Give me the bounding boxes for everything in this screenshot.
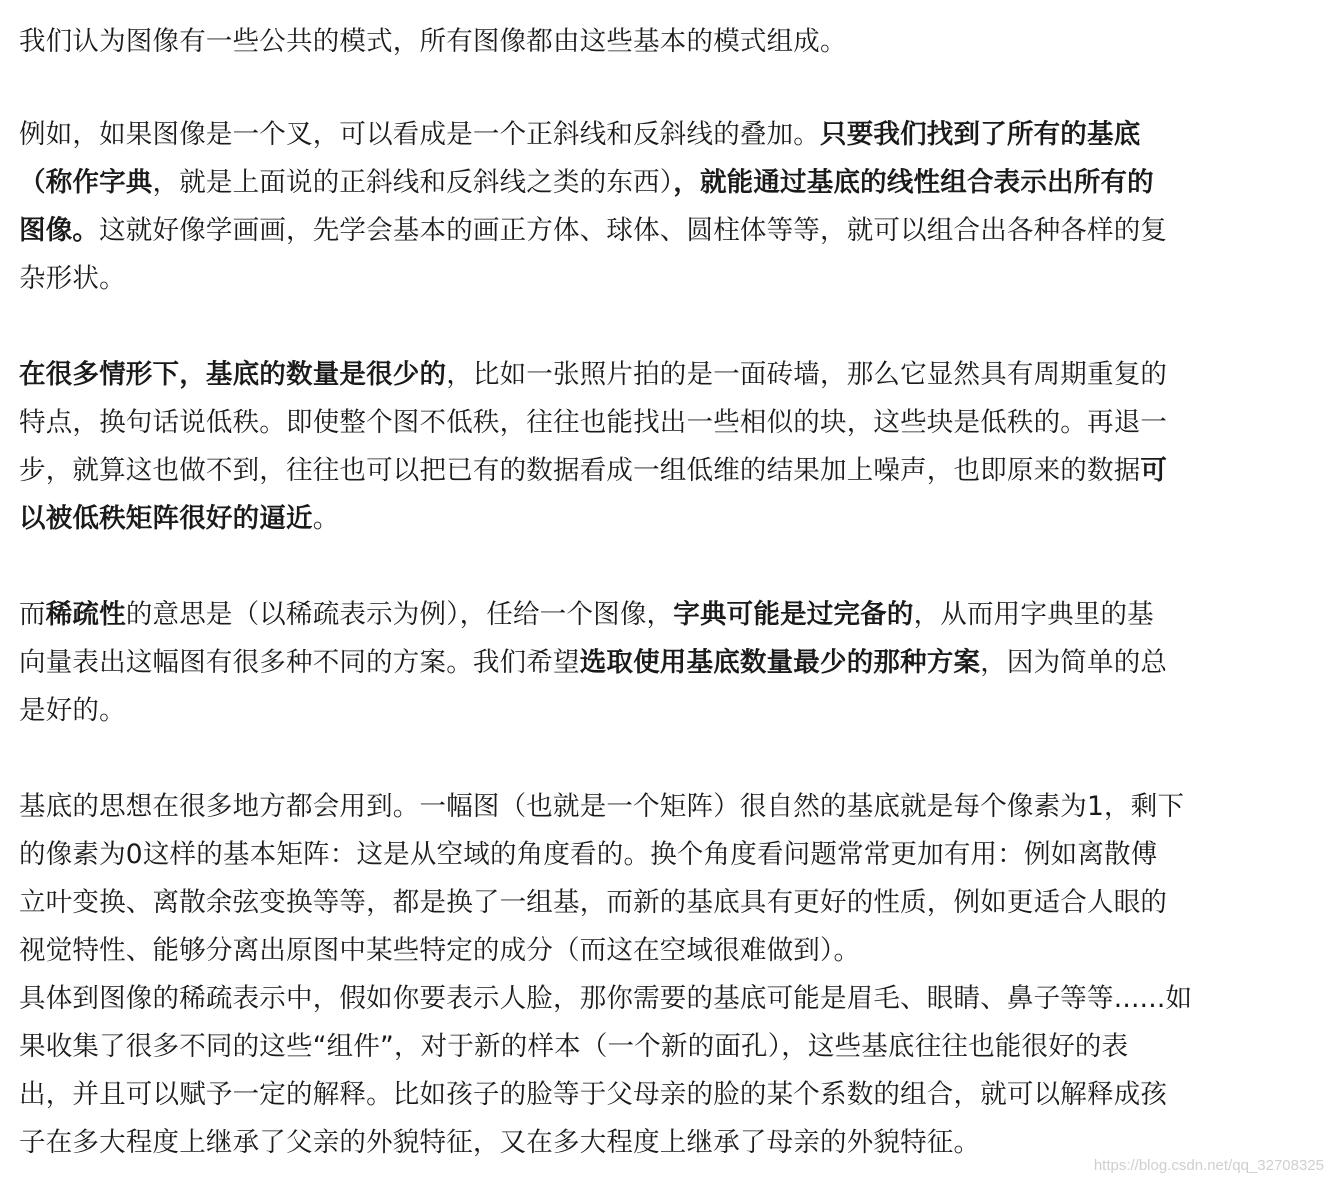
text-span: 步，就算这也做不到，往往也可以把已有的数据看成一组低维的结果加上噪声，也即原来的数据 xyxy=(19,455,1141,486)
text-span: 视觉特性、能够分离出原图中某些特定的成分（而这在空域很难做到）。 xyxy=(19,935,861,966)
text-span: 这就好像学画画，先学会基本的画正方体、球体、圆柱体等等，就可以组合出各种各样的复 xyxy=(99,215,1168,246)
text-line xyxy=(19,447,1167,495)
paragraph-1 xyxy=(19,18,847,66)
bold-text: 稀疏性 xyxy=(45,599,126,630)
text-span: 子在多大程度上继承了父亲的外貌特征，又在多大程度上继承了母亲的外貌特征。 xyxy=(19,1127,981,1158)
text-span: 果收集了很多不同的这些“组件”，对于新的样本（一个新的面孔），这些基底往往也能很好的表 xyxy=(19,1031,1129,1062)
text-span: 向量表出这幅图有很多种不同的方案。我们希望 xyxy=(19,647,580,678)
watermark: https://blog.csdn.net/qq_32708325 xyxy=(1093,1157,1324,1174)
text-line xyxy=(19,1119,1192,1167)
paragraph-3 xyxy=(19,351,1167,543)
text-line xyxy=(19,591,1167,639)
text-line xyxy=(19,975,1192,1023)
bold-text: （称作字典 xyxy=(19,167,153,198)
text-span: 基底的思想在很多地方都会用到。一幅图（也就是一个矩阵）很自然的基底就是每个像素为1，剩下 xyxy=(19,791,1185,822)
text-span: 。 xyxy=(312,503,340,534)
text-span: 出，并且可以赋予一定的解释。比如孩子的脸等于父母亲的脸的某个系数的组合，就可以解释成孩 xyxy=(19,1079,1168,1110)
text-line xyxy=(19,207,1167,255)
text-line xyxy=(19,159,1167,207)
text-span: 具体到图像的稀疏表示中，假如你要表示人脸，那你需要的基底可能是眉毛、眼睛、鼻子等等......如 xyxy=(19,983,1193,1014)
text-line xyxy=(19,399,1167,447)
bold-text: ，就能通过基底的线性组合表示出所有的 xyxy=(673,167,1154,198)
paragraph-2 xyxy=(19,111,1167,303)
text-line xyxy=(19,351,1167,399)
bold-text: 只要我们找到了所有的基底 xyxy=(820,119,1141,150)
bold-text: 以被低秩矩阵很好的逼近 xyxy=(19,503,313,534)
text-line xyxy=(19,255,1167,303)
text-line xyxy=(19,111,1167,159)
text-line xyxy=(19,639,1167,687)
bold-text: 选取使用基底数量最少的那种方案 xyxy=(579,647,981,678)
text-span: 是好的。 xyxy=(19,695,126,726)
text-span: 我们认为图像有一些公共的模式，所有图像都由这些基本的模式组成。 xyxy=(19,26,847,57)
text-span: ，比如一张照片拍的是一面砖墙，那么它显然具有周期重复的 xyxy=(446,359,1168,390)
text-line xyxy=(19,831,1184,879)
bold-text: 可 xyxy=(1140,455,1168,486)
text-line xyxy=(19,783,1184,831)
text-span: 特点，换句话说低秩。即使整个图不低秩，往往也能找出一些相似的块，这些块是低秩的。再退一 xyxy=(19,407,1168,438)
text-line xyxy=(19,1023,1192,1071)
text-line xyxy=(19,495,1167,543)
paragraph-5 xyxy=(19,783,1184,975)
bold-text: 字典可能是过完备的 xyxy=(673,599,914,630)
paragraph-4 xyxy=(19,591,1167,735)
text-span: ，因为简单的总 xyxy=(980,647,1168,678)
text-span: 的意思是（以稀疏表示为例），任给一个图像， xyxy=(125,599,674,630)
bold-text: 图像。 xyxy=(19,215,100,246)
text-span: 的像素为0这样的基本矩阵：这是从空域的角度看的。换个角度看问题常常更加有用：例如离散傅 xyxy=(19,839,1158,870)
text-span: 例如，如果图像是一个叉，可以看成是一个正斜线和反斜线的叠加。 xyxy=(19,119,820,150)
text-span: 立叶变换、离散余弦变换等等，都是换了一组基，而新的基底具有更好的性质，例如更适合人眼的 xyxy=(19,887,1168,918)
text-span: 而 xyxy=(19,599,46,630)
text-line xyxy=(19,687,1167,735)
text-span: 杂形状。 xyxy=(19,263,126,294)
text-line xyxy=(19,879,1184,927)
bold-text: 在很多情形下，基底的数量是很少的 xyxy=(19,359,447,390)
text-line xyxy=(19,1071,1192,1119)
paragraph-6 xyxy=(19,975,1192,1167)
text-span: ，就是上面说的正斜线和反斜线之类的东西） xyxy=(152,167,674,198)
text-line xyxy=(19,927,1184,975)
text-line xyxy=(19,18,847,66)
text-span: ，从而用字典里的基 xyxy=(913,599,1154,630)
